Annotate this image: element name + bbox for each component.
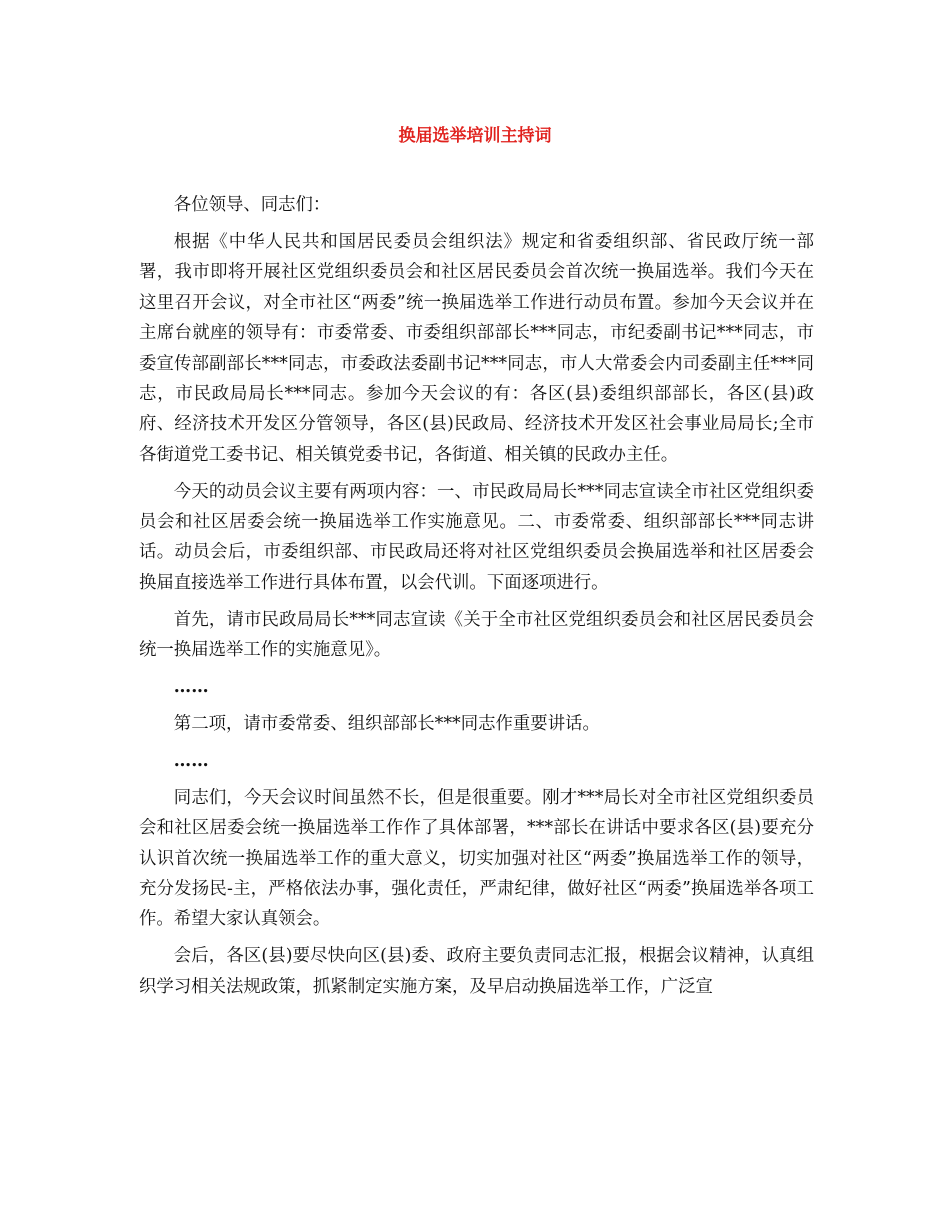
ellipsis-2: …… — [173, 750, 209, 771]
document-body — [139, 190, 814, 1009]
document-title: 换届选举培训主持词 — [398, 126, 552, 146]
ellipsis-1: …… — [173, 677, 209, 698]
paragraph-intro: 根据《中华人民共和国居民委员会组织法》规定和省委组织部、省民政厅统一部署，我市即将开展社区党组织委员会和社区居民委员会首次统一换届选举。我们今天在这里召开会议，对全市社区“两委”统一换届选举工作进行动员布置。参加今天会议并在主席台就座的领导有：市委常委、市委组织部部长***同志，市纪委副书记***同志，市委宣传部副部长***同志，市委政法委副书记***同志，市人大常委会内司委副主任***同志，市民政局局长***同志。参加今天会议的有：各区(县)委组织部部长，各区(县)政府、经济技术开发区分管领导，各区(县)民政局、经济技术开发区社会事业局局长;全市各街道党工委书记、相关镇党委书记，各街道、相关镇的民政办主任。 — [139, 231, 814, 465]
salutation: 各位领导、同志们： — [173, 195, 331, 215]
paragraph-first-item: 首先，请市民政局局长***同志宣读《关于全市社区党组织委员会和社区居民委员会统一换届选举工作的实施意见》。 — [139, 609, 814, 661]
paragraph-second-item: 第二项，请市委常委、组织部部长***同志作重要讲话。 — [173, 714, 600, 734]
paragraph-follow-up: 会后，各区(县)要尽快向区(县)委、政府主要负责同志汇报，根据会议精神，认真组织学习相关法规政策，抓紧制定实施方案，及早启动换届选举工作，广泛宣 — [139, 946, 814, 997]
paragraph-agenda: 今天的动员会议主要有两项内容：一、市民政局局长***同志宣读全市社区党组织委员会和社区居委会统一换届选举工作实施意见。二、市委常委、组织部部长***同志讲话。动员会后，市委组织部、市民政局还将对社区党组织委员会换届选举和社区居委会换届直接选举工作进行具体布置，以会代训。下面逐项进行。 — [139, 481, 814, 593]
paragraph-summary: 同志们，今天会议时间虽然不长，但是很重要。刚才***局长对全市社区党组织委员会和社区居委会统一换届选举工作作了具体部署，***部长在讲话中要求各区(县)要充分认识首次统一换届选举工作的重大意义，切实加强对社区“两委”换届选举工作的领导，充分发扬民-主，严格依法办事，强化责任，严肃纪律，做好社区“两委”换届选举各项工作。希望大家认真领会。 — [139, 787, 814, 930]
